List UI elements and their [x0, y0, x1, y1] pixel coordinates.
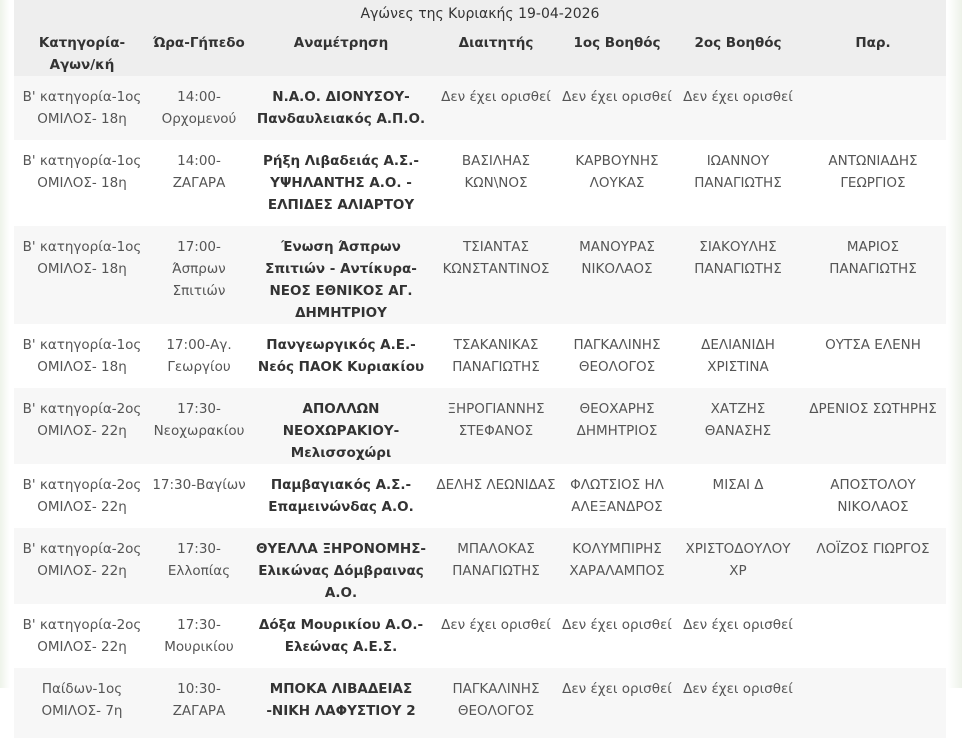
cell-time: 14:00-ΖΑΓΑΡΑ	[150, 140, 248, 226]
cell-referee: ΠΑΓΚΑΛΙΝΗΣ ΘΕΟΛΟΓΟΣ	[434, 668, 558, 738]
cell-observer: ΑΠΟΣΤΟΛΟΥ ΝΙΚΟΛΑΟΣ	[800, 464, 946, 528]
cell-referee: Δεν έχει ορισθεί	[434, 76, 558, 140]
cell-time: 17:00-Άσπρων Σπιτιών	[150, 226, 248, 324]
cell-referee: ΞΗΡΟΓΙΑΝΝΗΣ ΣΤΕΦΑΝΟΣ	[434, 388, 558, 464]
cell-category: Β' κατηγορία-2ος ΟΜΙΛΟΣ- 22η	[14, 528, 150, 604]
cell-category: Β' κατηγορία-1ος ΟΜΙΛΟΣ- 18η	[14, 324, 150, 388]
cell-assistant2: ΔΕΛΙΑΝΙΔΗ ΧΡΙΣΤΙΝΑ	[676, 324, 800, 388]
cell-assistant2: ΣΙΑΚΟΥΛΗΣ ΠΑΝΑΓΙΩΤΗΣ	[676, 226, 800, 324]
cell-assistant1: ΦΛΩΤΣΙΟΣ ΗΛ ΑΛΕΞΑΝΔΡΟΣ	[558, 464, 676, 528]
cell-match: Πανγεωργικός Α.Ε.-Νεός ΠΑΟΚ Κυριακίου	[248, 324, 434, 388]
cell-assistant1: ΠΑΓΚΑΛΙΝΗΣ ΘΕΟΛΟΓΟΣ	[558, 324, 676, 388]
cell-observer: ΛΟΪΖΟΣ ΓΙΩΡΓΟΣ	[800, 528, 946, 604]
cell-category: Β' κατηγορία-2ος ΟΜΙΛΟΣ- 22η	[14, 388, 150, 464]
cell-observer	[800, 668, 946, 738]
table-caption: Αγώνες της Κυριακής 19-04-2026	[14, 0, 946, 28]
table-header-row	[14, 28, 946, 76]
cell-assistant1: Δεν έχει ορισθεί	[558, 76, 676, 140]
cell-match: Ρήξη Λιβαδειάς Α.Σ.-ΥΨΗΛΑΝΤΗΣ Α.Ο. - ΕΛΠΙΔΕΣ ΑΛΙΑΡΤΟΥ	[248, 140, 434, 226]
cell-referee: ΤΣΙΑΝΤΑΣ ΚΩΝΣΤΑΝΤΙΝΟΣ	[434, 226, 558, 324]
table-row	[14, 324, 946, 388]
cell-referee: Δεν έχει ορισθεί	[434, 604, 558, 668]
cell-observer: ΟΥΤΣΑ ΕΛΕΝΗ	[800, 324, 946, 388]
cell-observer: ΔΡΕΝΙΟΣ ΣΩΤΗΡΗΣ	[800, 388, 946, 464]
cell-match: ΘΥΕΛΛΑ ΞΗΡΟΝΟΜΗΣ-Ελικώνας Δόμβραινας Α.Ο.	[248, 528, 434, 604]
cell-assistant2: ΜΙΣΑΙ Δ	[676, 464, 800, 528]
cell-assistant2: ΙΩΑΝΝΟΥ ΠΑΝΑΓΙΩΤΗΣ	[676, 140, 800, 226]
cell-assistant1: ΘΕΟΧΑΡΗΣ ΔΗΜΗΤΡΙΟΣ	[558, 388, 676, 464]
cell-category: Παίδων-1ος ΟΜΙΛΟΣ- 7η	[14, 668, 150, 738]
cell-assistant2: Δεν έχει ορισθεί	[676, 604, 800, 668]
header-observer: Παρ.	[800, 28, 946, 76]
header-assistant1: 1ος Βοηθός	[558, 28, 676, 76]
cell-assistant1: ΚΟΛΥΜΠΙΡΗΣ ΧΑΡΑΛΑΜΠΟΣ	[558, 528, 676, 604]
cell-assistant1: ΚΑΡΒΟΥΝΗΣ ΛΟΥΚΑΣ	[558, 140, 676, 226]
cell-assistant1: Δεν έχει ορισθεί	[558, 604, 676, 668]
header-referee: Διαιτητής	[434, 28, 558, 76]
cell-category: Β' κατηγορία-2ος ΟΜΙΛΟΣ- 22η	[14, 604, 150, 668]
table-row	[14, 668, 946, 738]
cell-time: 17:00-Αγ. Γεωργίου	[150, 324, 248, 388]
cell-category: Β' κατηγορία-1ος ΟΜΙΛΟΣ- 18η	[14, 226, 150, 324]
cell-observer	[800, 604, 946, 668]
cell-referee: ΔΕΛΗΣ ΛΕΩΝΙΔΑΣ	[434, 464, 558, 528]
cell-referee: ΜΠΑΛΟΚΑΣ ΠΑΝΑΓΙΩΤΗΣ	[434, 528, 558, 604]
cell-category: Β' κατηγορία-2ος ΟΜΙΛΟΣ- 22η	[14, 464, 150, 528]
cell-assistant1: ΜΑΝΟΥΡΑΣ ΝΙΚΟΛΑΟΣ	[558, 226, 676, 324]
cell-time: 10:30-ΖΑΓΑΡΑ	[150, 668, 248, 738]
cell-match: Δόξα Μουρικίου Α.Ο.-Ελεώνας Α.Ε.Σ.	[248, 604, 434, 668]
cell-assistant2: ΧΑΤΖΗΣ ΘΑΝΑΣΗΣ	[676, 388, 800, 464]
cell-match: Ένωση Άσπρων Σπιτιών - Αντίκυρα-ΝΕΟΣ ΕΘΝΙΚΟΣ ΑΓ. ΔΗΜΗΤΡΙΟΥ	[248, 226, 434, 324]
cell-time: 17:30-Νεοχωρακίου	[150, 388, 248, 464]
header-match: Αναμέτρηση	[248, 28, 434, 76]
matches-table	[14, 0, 946, 738]
page-background-left	[0, 0, 10, 688]
table-row	[14, 76, 946, 140]
cell-time: 17:30-Ελλοπίας	[150, 528, 248, 604]
cell-referee: ΤΣΑΚΑΝΙΚΑΣ ΠΑΝΑΓΙΩΤΗΣ	[434, 324, 558, 388]
cell-match: Ν.Α.Ο. ΔΙΟΝΥΣΟΥ-Πανδαυλειακός Α.Π.Ο.	[248, 76, 434, 140]
header-assistant2: 2ος Βοηθός	[676, 28, 800, 76]
header-category: Κατηγορία- Αγων/κή	[14, 28, 150, 76]
cell-match: Παμβαγιακός Α.Σ.-Επαμεινώνδας Α.Ο.	[248, 464, 434, 528]
cell-time: 14:00-Ορχομενού	[150, 76, 248, 140]
table-row	[14, 528, 946, 604]
cell-category: Β' κατηγορία-1ος ΟΜΙΛΟΣ- 18η	[14, 76, 150, 140]
table-row	[14, 388, 946, 464]
table-row	[14, 604, 946, 668]
cell-category: Β' κατηγορία-1ος ΟΜΙΛΟΣ- 18η	[14, 140, 150, 226]
cell-time: 17:30-Βαγίων	[150, 464, 248, 528]
header-time-venue: Ώρα-Γήπεδο	[150, 28, 248, 76]
page-background-right	[948, 0, 962, 688]
cell-assistant2: Δεν έχει ορισθεί	[676, 668, 800, 738]
cell-time: 17:30-Μουρικίου	[150, 604, 248, 668]
cell-assistant2: ΧΡΙΣΤΟΔΟΥΛΟΥ ΧΡ	[676, 528, 800, 604]
cell-referee: ΒΑΣΙΛΗΑΣ ΚΩΝ\ΝΟΣ	[434, 140, 558, 226]
cell-observer: ΜΑΡΙΟΣ ΠΑΝΑΓΙΩΤΗΣ	[800, 226, 946, 324]
table-row	[14, 464, 946, 528]
cell-observer: ΑΝΤΩΝΙΑΔΗΣ ΓΕΩΡΓΙΟΣ	[800, 140, 946, 226]
cell-match: ΜΠΟΚΑ ΛΙΒΑΔΕΙΑΣ -ΝΙΚΗ ΛΑΦΥΣΤΙΟΥ 2	[248, 668, 434, 738]
cell-assistant1: Δεν έχει ορισθεί	[558, 668, 676, 738]
cell-assistant2: Δεν έχει ορισθεί	[676, 76, 800, 140]
table-row	[14, 226, 946, 324]
matches-table-container	[14, 0, 946, 738]
cell-observer	[800, 76, 946, 140]
cell-match: ΑΠΟΛΛΩΝ ΝΕΟΧΩΡΑΚΙΟΥ-Μελισσοχώρι	[248, 388, 434, 464]
table-row	[14, 140, 946, 226]
